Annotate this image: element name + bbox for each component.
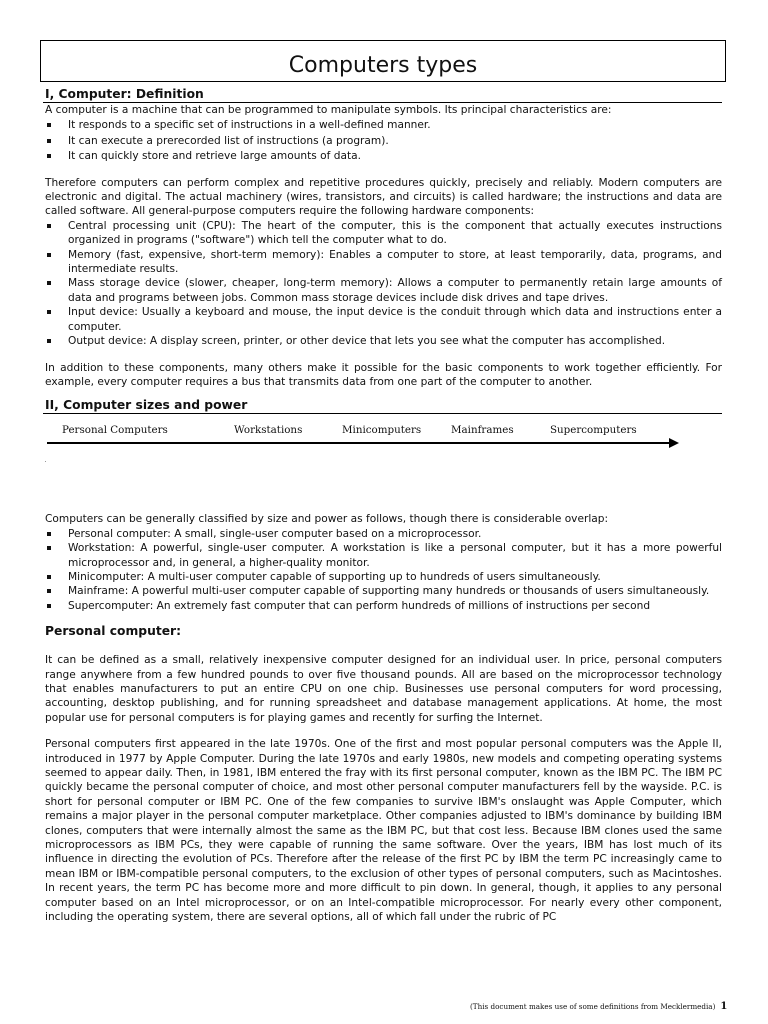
list-item: Mass storage device (slower, cheaper, long-term memory): Allows a computer to permanently retain large amounts of data and programs between jobs. Common mass storage devices include disk drives and tape drives.: [45, 276, 722, 305]
list-item: Supercomputer: An extremely fast computer that can perform hundreds of millions of instructions per second: [45, 599, 722, 613]
list-item: Input device: Usually a keyboard and mouse, the input device is the conduit through which data and instructions enter a computer.: [45, 305, 722, 334]
characteristics-list: [45, 118, 722, 163]
list-item: Mainframe: A powerful multi-user computer capable of supporting many hundreds or thousands of users simultaneously.: [45, 584, 722, 598]
title-box: [40, 40, 726, 82]
page-number: 1: [720, 1001, 728, 1012]
scale-label-minicomputers: Minicomputers: [342, 424, 422, 437]
list-item: It can quickly store and retrieve large amounts of data.: [45, 149, 722, 163]
list-item: Personal computer: A small, single-user computer based on a microprocessor.: [45, 527, 722, 541]
list-item: Output device: A display screen, printer, or other device that lets you see what the computer has accomplished.: [45, 334, 722, 348]
sizes-list: [45, 527, 722, 613]
page-title: Computers types: [288, 53, 478, 78]
components-list: [45, 219, 722, 349]
scale-label-workstations: Workstations: [234, 424, 303, 437]
pc-paragraph-2: Personal computers first appeared in the late 1970s. One of the first and most popular personal computers was the Apple II, introduced in 1977 by Apple Computer. During the late 1970s and early 1980s, new models and competing operating systems seemed to appear daily. Then, in 1981, IBM entered the fray with its first personal computer, known as the IBM PC. The IBM PC quickly became the personal computer of choice, and most other personal computer manufacturers fell by the wayside. P.C. is short for personal computer or IBM PC. One of the few companies to survive IBM's onslaught was Apple Computer, which remains a major player in the personal computer marketplace. Other companies adjusted to IBM's dominance by building IBM clones, computers that were internally almost the same as the IBM PC, but that cost less. Because IBM clones used the same microprocessors as IBM PCs, they were capable of running the same software. Over the years, IBM has lost much of its influence in directing the evolution of PCs. Therefore after the release of the first PC by IBM the term PC increasingly came to mean IBM or IBM-compatible personal computers, to the exclusion of other types of personal computers, such as Macintoshes. In recent years, the term PC has become more and more difficult to pin down. In general, though, it applies to any personal computer based on an Intel microprocessor, or on an Intel-compatible microprocessor. For nearly every other component, including the operating system, there are several options, all of which fall under the rubric of PC: [45, 738, 722, 924]
page-footer: [470, 1001, 727, 1012]
size-scale-diagram: [45, 418, 722, 512]
scale-label-mainframes: Mainframes: [451, 424, 514, 437]
list-item: Minicomputer: A multi-user computer capable of supporting up to hundreds of users simultaneously.: [45, 570, 722, 584]
list-item: It can execute a prerecorded list of instructions (a program).: [45, 134, 722, 148]
scale-label-personal: Personal Computers: [62, 424, 168, 437]
section-heading-definition: I, Computer: Definition: [43, 86, 722, 103]
hardware-paragraph: Therefore computers can perform complex and repetitive procedures quickly, precisely and reliably. Modern computers are electronic and digital. The actual machinery (wires, transistors, and circuits) is called hardware; the instructions and data are called software. All general-purpose computers require the following hardware components:: [45, 176, 722, 218]
list-item: Memory (fast, expensive, short-term memory): Enables a computer to store, at least temporarily, data, programs, and intermediate results.: [45, 248, 722, 277]
section-heading-sizes: II, Computer sizes and power: [43, 397, 722, 414]
list-item: Central processing unit (CPU): The heart of the computer, this is the component that actually executes instructions organized in programs ("software") which tell the computer what to do.: [45, 219, 722, 248]
section-heading-personal-computer: Personal computer:: [45, 624, 182, 639]
scale-arrow-line: [47, 442, 669, 444]
document-body: [45, 86, 722, 924]
list-item: Workstation: A powerful, single-user computer. A workstation is like a personal computer, but it has a more powerful microprocessor and, in general, a higher-quality monitor.: [45, 541, 722, 570]
pc-paragraph-1: It can be defined as a small, relatively inexpensive computer designed for an individual user. In price, personal computers range anywhere from a few hundred pounds to over five thousand pounds. All are based on the microprocessor technology that enables manufacturers to put an entire CPU on one chip. Businesses use personal computers for word processing, accounting, desktop publishing, and for running spreadsheet and database management applications. At home, the most popular use for personal computers is for playing games and recently for surfing the Internet.: [45, 654, 722, 724]
arrow-right-icon: [669, 438, 679, 448]
scale-label-supercomputers: Supercomputers: [550, 424, 637, 437]
sizes-intro: Computers can be generally classified by size and power as follows, though there is considerable overlap:: [45, 513, 609, 526]
footer-note: (This document makes use of some definitions from Mecklermedia): [470, 1002, 716, 1011]
definition-intro: A computer is a machine that can be programmed to manipulate symbols. Its principal characteristics are:: [45, 104, 612, 116]
list-item: It responds to a specific set of instructions in a well-defined manner.: [45, 118, 722, 132]
bus-paragraph: In addition to these components, many others make it possible for the basic components to work together efficiently. For example, every computer requires a bus that transmits data from one part of the computer to another.: [45, 361, 722, 388]
